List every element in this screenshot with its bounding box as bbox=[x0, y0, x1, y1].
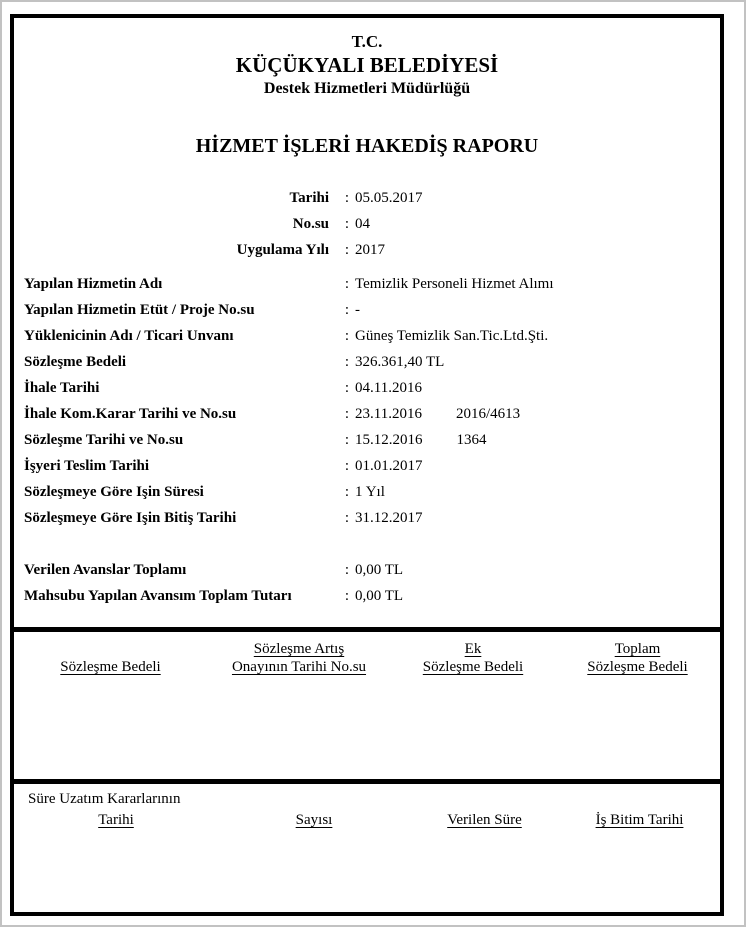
detail-row bbox=[14, 297, 720, 323]
column-extension-date bbox=[14, 810, 218, 830]
detail-value bbox=[355, 482, 720, 502]
meta-label: Uygulama Yılı bbox=[236, 242, 329, 258]
time-extension-caption: Süre Uzatım Kararlarının bbox=[28, 791, 181, 807]
colon-separator: : bbox=[344, 216, 350, 232]
column-header-line1: Sözleşme Artış bbox=[253, 641, 345, 657]
colon-separator: : bbox=[344, 432, 350, 448]
column-contract-amount bbox=[14, 640, 207, 676]
detail-value-text: 04.11.2016 bbox=[355, 380, 422, 396]
column-additional-contract bbox=[391, 640, 555, 676]
detail-value-text: 15.12.2016 bbox=[355, 432, 423, 448]
detail-row bbox=[14, 349, 720, 375]
detail-value-text: 31.12.2017 bbox=[355, 510, 423, 526]
detail-value-secondary: 2016/4613 bbox=[455, 406, 521, 422]
column-header: Tarihi bbox=[98, 812, 134, 828]
colon-separator: : bbox=[344, 510, 350, 526]
meta-label: No.su bbox=[292, 216, 329, 232]
contract-amount-table bbox=[14, 632, 720, 779]
column-header: Sayısı bbox=[295, 812, 333, 828]
contract-details bbox=[14, 271, 720, 531]
colon-separator: : bbox=[344, 354, 350, 370]
detail-value-text: 1 Yıl bbox=[355, 484, 385, 500]
colon-separator: : bbox=[344, 242, 350, 258]
column-header-line2: Sözleşme Bedeli bbox=[587, 659, 688, 675]
detail-label: Sözleşmeye Göre Işin Bitiş Tarihi bbox=[24, 510, 237, 526]
org-republic: T.C. bbox=[351, 32, 383, 51]
detail-row bbox=[14, 505, 720, 531]
detail-value-text: 23.11.2016 bbox=[355, 406, 422, 422]
detail-value-text: 326.361,40 TL bbox=[355, 354, 445, 370]
document-border-box bbox=[10, 14, 724, 916]
detail-row bbox=[14, 271, 720, 297]
detail-row bbox=[14, 323, 720, 349]
detail-value-text: - bbox=[355, 302, 360, 318]
meta-value: 2017 bbox=[355, 242, 385, 258]
column-header: Verilen Süre bbox=[447, 812, 522, 828]
detail-value bbox=[355, 404, 720, 424]
meta-value: 05.05.2017 bbox=[355, 190, 423, 206]
detail-value bbox=[355, 378, 720, 398]
colon-separator: : bbox=[344, 458, 350, 474]
colon-separator: : bbox=[344, 562, 350, 578]
detail-row bbox=[14, 427, 720, 453]
meta-row-year bbox=[14, 237, 720, 263]
detail-value bbox=[355, 508, 720, 528]
detail-value bbox=[355, 300, 720, 320]
column-granted-time bbox=[410, 810, 559, 830]
detail-value-secondary: 1364 bbox=[456, 432, 487, 448]
advance-totals bbox=[14, 557, 720, 609]
detail-label: Sözleşme Tarihi ve No.su bbox=[24, 432, 184, 448]
advance-row bbox=[14, 557, 720, 583]
detail-value bbox=[355, 430, 720, 450]
detail-label: İşyeri Teslim Tarihi bbox=[24, 458, 150, 474]
colon-separator: : bbox=[344, 380, 350, 396]
detail-label: Yapılan Hizmetin Adı bbox=[24, 276, 163, 292]
detail-value-text: 01.01.2017 bbox=[355, 458, 423, 474]
column-increase-approval bbox=[207, 640, 391, 676]
advance-row bbox=[14, 583, 720, 609]
detail-value-text: Güneş Temizlik San.Tic.Ltd.Şti. bbox=[355, 328, 549, 344]
column-total-contract bbox=[555, 640, 720, 676]
meta-label: Tarihi bbox=[289, 190, 329, 206]
report-meta bbox=[14, 185, 720, 263]
report-title: HİZMET İŞLERİ HAKEDİŞ RAPORU bbox=[195, 135, 539, 157]
detail-label: İhale Tarihi bbox=[24, 380, 100, 396]
advance-label: Mahsubu Yapılan Avansım Toplam Tutarı bbox=[24, 588, 292, 604]
detail-label: İhale Kom.Karar Tarihi ve No.su bbox=[24, 406, 237, 422]
detail-label: Sözleşmeye Göre Işin Süresi bbox=[24, 484, 204, 500]
detail-value bbox=[355, 274, 720, 294]
contract-amount-table-header bbox=[14, 640, 720, 676]
detail-row bbox=[14, 375, 720, 401]
meta-row-date bbox=[14, 185, 720, 211]
colon-separator: : bbox=[344, 406, 350, 422]
detail-value-text: Temizlik Personeli Hizmet Alımı bbox=[355, 276, 554, 292]
detail-label: Yapılan Hizmetin Etüt / Proje No.su bbox=[24, 302, 255, 318]
column-work-end-date bbox=[559, 810, 720, 830]
report-info-section bbox=[14, 18, 720, 627]
detail-row bbox=[14, 401, 720, 427]
advance-label: Verilen Avanslar Toplamı bbox=[24, 562, 187, 578]
colon-separator: : bbox=[344, 302, 350, 318]
column-header-line1: Toplam bbox=[614, 641, 661, 657]
detail-value bbox=[355, 352, 720, 372]
colon-separator: : bbox=[344, 276, 350, 292]
colon-separator: : bbox=[344, 588, 350, 604]
organization-header bbox=[14, 32, 720, 99]
column-header-line2: Onayının Tarihi No.su bbox=[231, 659, 367, 675]
meta-value: 04 bbox=[355, 216, 370, 232]
detail-row bbox=[14, 453, 720, 479]
column-header-line1 bbox=[14, 640, 207, 658]
org-municipality: KÜÇÜKYALI BELEDİYESİ bbox=[235, 53, 499, 77]
detail-value bbox=[355, 326, 720, 346]
colon-separator: : bbox=[344, 484, 350, 500]
colon-separator: : bbox=[344, 328, 350, 344]
colon-separator: : bbox=[344, 190, 350, 206]
column-header: İş Bitim Tarihi bbox=[595, 812, 684, 828]
column-header-line1: Ek bbox=[464, 641, 482, 657]
detail-value bbox=[355, 456, 720, 476]
column-header-line2: Sözleşme Bedeli bbox=[60, 659, 161, 675]
detail-label: Yüklenicinin Adı / Ticari Unvanı bbox=[24, 328, 234, 344]
org-department: Destek Hizmetleri Müdürlüğü bbox=[263, 80, 471, 97]
time-extension-table bbox=[14, 784, 720, 912]
column-header-line2: Sözleşme Bedeli bbox=[422, 659, 524, 675]
detail-row bbox=[14, 479, 720, 505]
time-extension-table-header bbox=[14, 810, 720, 830]
detail-label: Sözleşme Bedeli bbox=[24, 354, 127, 370]
column-extension-number bbox=[218, 810, 410, 830]
meta-row-number bbox=[14, 211, 720, 237]
advance-value: 0,00 TL bbox=[355, 588, 404, 604]
advance-value: 0,00 TL bbox=[355, 562, 404, 578]
